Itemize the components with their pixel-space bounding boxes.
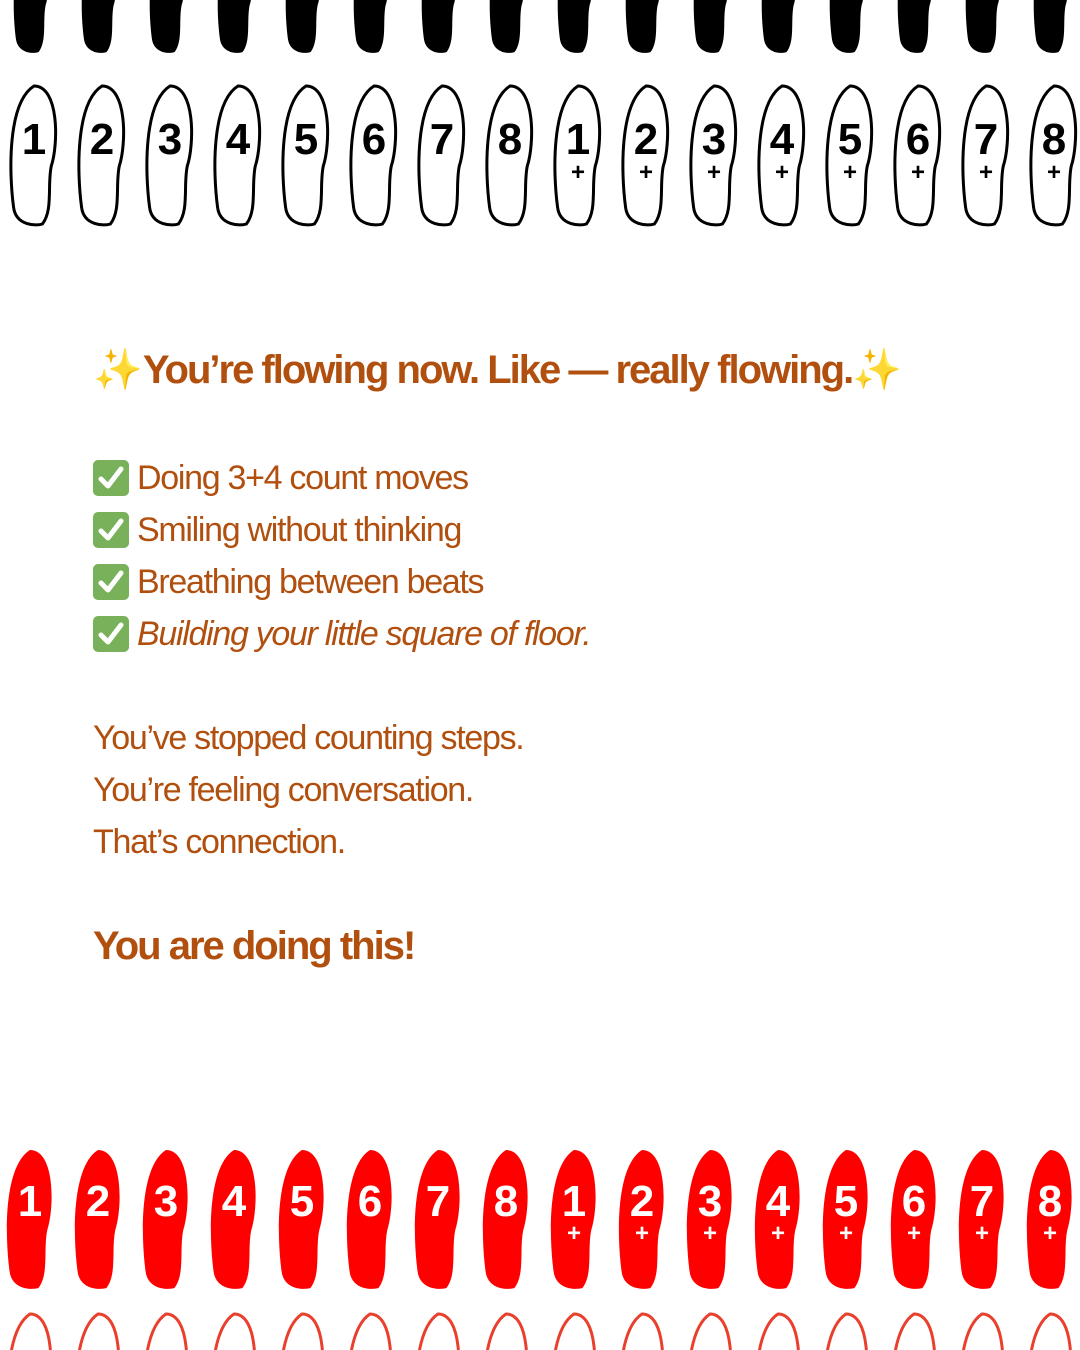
plus-marker: + xyxy=(706,159,722,186)
bottom-red-footprint-strip xyxy=(0,1146,1080,1294)
step-count-label: 6 xyxy=(357,1177,383,1226)
footprint-step xyxy=(347,1150,392,1289)
footprint-step xyxy=(143,1150,188,1289)
footprint-icon xyxy=(218,0,253,53)
footprint-icon xyxy=(552,1314,595,1350)
footprint-icon xyxy=(966,0,1001,53)
list-item xyxy=(93,608,590,660)
step-count-label: 8 xyxy=(1041,115,1067,164)
footprint-step xyxy=(351,86,396,225)
headline-text: You’re flowing now. Like — really flowing. xyxy=(142,348,853,392)
footprint-step xyxy=(755,1150,800,1289)
step-count-label: 5 xyxy=(293,115,319,164)
step-count-label: 3 xyxy=(697,1177,723,1226)
footprint-step xyxy=(147,86,192,225)
step-count-label: 7 xyxy=(969,1177,995,1226)
checklist xyxy=(93,452,590,660)
footprint-icon xyxy=(830,0,865,53)
paragraph-line: That’s connection. xyxy=(93,823,345,861)
plus-marker: + xyxy=(570,159,586,186)
check-mark-icon xyxy=(93,564,129,600)
footprint-step xyxy=(283,86,328,225)
footprint-icon xyxy=(558,0,593,53)
plus-marker: + xyxy=(1046,159,1062,186)
step-count-label: 6 xyxy=(361,115,387,164)
footprint-icon xyxy=(762,0,797,53)
footprint-step xyxy=(11,86,56,225)
step-count-label: 8 xyxy=(1037,1177,1063,1226)
footprint-step xyxy=(415,1150,460,1289)
step-count-label: 3 xyxy=(153,1177,179,1226)
footprint-icon xyxy=(620,1314,663,1350)
footprint-icon xyxy=(280,1314,323,1350)
footprint-icon xyxy=(898,0,933,53)
message-card xyxy=(93,340,1053,968)
step-count-label: 6 xyxy=(905,115,931,164)
plus-marker: + xyxy=(974,1220,990,1247)
plus-marker: + xyxy=(906,1220,922,1247)
plus-marker: + xyxy=(978,159,994,186)
footprint-step xyxy=(759,86,804,225)
footprint-step xyxy=(555,86,600,225)
step-count-label: 5 xyxy=(833,1177,859,1226)
footprint-step xyxy=(619,1150,664,1289)
check-mark-icon xyxy=(93,512,129,548)
plus-marker: + xyxy=(634,1220,650,1247)
step-count-label: 7 xyxy=(429,115,455,164)
list-item-text: Building your little square of floor. xyxy=(137,615,591,653)
step-count-label: 1 xyxy=(21,115,47,164)
plus-marker: + xyxy=(770,1220,786,1247)
footprint-icon xyxy=(1028,1314,1071,1350)
sparkles-icon: ✨ xyxy=(93,348,143,392)
step-count-label: 4 xyxy=(225,115,251,164)
step-count-label: 6 xyxy=(901,1177,927,1226)
plus-marker: + xyxy=(1042,1220,1058,1247)
footprint-step xyxy=(827,86,872,225)
plus-marker: + xyxy=(566,1220,582,1247)
footprint-step xyxy=(483,1150,528,1289)
step-count-label: 4 xyxy=(765,1177,791,1226)
footprint-step xyxy=(551,1150,596,1289)
plus-marker: + xyxy=(638,159,654,186)
step-count-label: 1 xyxy=(565,115,591,164)
step-count-label: 5 xyxy=(289,1177,315,1226)
step-count-label: 2 xyxy=(89,115,115,164)
footprint-icon xyxy=(144,1314,187,1350)
footprint-icon xyxy=(484,1314,527,1350)
step-count-label: 4 xyxy=(769,115,795,164)
plus-marker: + xyxy=(838,1220,854,1247)
list-item xyxy=(93,556,590,608)
footprint-icon xyxy=(626,0,661,53)
plus-marker: + xyxy=(774,159,790,186)
footprint-icon xyxy=(76,1314,119,1350)
footprint-step xyxy=(623,86,668,225)
footprint-icon xyxy=(8,1314,51,1350)
footprint-step xyxy=(279,1150,324,1289)
footprint-icon xyxy=(286,0,321,53)
footprint-step xyxy=(79,86,124,225)
step-count-label: 1 xyxy=(17,1177,43,1226)
closing-line: You are doing this! xyxy=(93,924,415,968)
check-mark-icon xyxy=(93,616,129,652)
step-count-label: 1 xyxy=(561,1177,587,1226)
list-item-text: Breathing between beats xyxy=(137,563,484,601)
footprint-step xyxy=(419,86,464,225)
plus-marker: + xyxy=(910,159,926,186)
footprint-icon xyxy=(490,0,525,53)
step-count-label: 2 xyxy=(85,1177,111,1226)
footprint-step xyxy=(75,1150,120,1289)
footprint-icon xyxy=(422,0,457,53)
sparkles-icon: ✨ xyxy=(852,348,903,392)
reflection-paragraph xyxy=(93,712,523,868)
footprint-step xyxy=(211,1150,256,1289)
footprint-icon xyxy=(150,0,185,53)
footprint-step xyxy=(963,86,1008,225)
step-count-label: 7 xyxy=(425,1177,451,1226)
paragraph-line: You’re feeling conversation. xyxy=(93,771,474,809)
footprint-icon xyxy=(14,0,49,53)
step-count-label: 4 xyxy=(221,1177,247,1226)
footprint-step xyxy=(687,1150,732,1289)
footprint-icon xyxy=(756,1314,799,1350)
footprint-icon xyxy=(212,1314,255,1350)
footprint-step xyxy=(691,86,736,225)
step-count-label: 2 xyxy=(629,1177,655,1226)
footprint-step xyxy=(7,1150,52,1289)
footprint-icon xyxy=(892,1314,935,1350)
footprint-step xyxy=(487,86,532,225)
footprint-step xyxy=(215,86,260,225)
footprint-step xyxy=(1031,86,1076,225)
step-count-label: 8 xyxy=(493,1177,519,1226)
footprint-icon xyxy=(348,1314,391,1350)
check-mark-icon xyxy=(93,460,129,496)
footprint-step xyxy=(1027,1150,1072,1289)
bottom-outline-footprint-strip xyxy=(0,1306,1080,1350)
list-item-text: Doing 3+4 count moves xyxy=(137,459,468,497)
list-item xyxy=(93,504,590,556)
footprint-step xyxy=(895,86,940,225)
footprint-icon xyxy=(688,1314,731,1350)
step-count-label: 3 xyxy=(701,115,727,164)
list-item xyxy=(93,452,590,504)
step-count-label: 2 xyxy=(633,115,659,164)
list-item-text: Smiling without thinking xyxy=(137,511,462,549)
plus-marker: + xyxy=(702,1220,718,1247)
footprint-step xyxy=(891,1150,936,1289)
step-count-label: 3 xyxy=(157,115,183,164)
headline xyxy=(93,340,1053,400)
step-count-label: 8 xyxy=(497,115,523,164)
plus-marker: + xyxy=(842,159,858,186)
paragraph-line: You’ve stopped counting steps. xyxy=(93,719,524,757)
footprint-icon xyxy=(1034,0,1069,53)
footprint-step xyxy=(823,1150,868,1289)
footprint-icon xyxy=(82,0,117,53)
footprint-icon xyxy=(416,1314,459,1350)
step-count-label: 5 xyxy=(837,115,863,164)
footprint-step xyxy=(959,1150,1004,1289)
top-outline-footprint-strip xyxy=(0,82,1080,232)
footprint-icon xyxy=(960,1314,1003,1350)
footprint-icon xyxy=(824,1314,867,1350)
footprint-icon xyxy=(694,0,729,53)
step-count-label: 7 xyxy=(973,115,999,164)
footprint-icon xyxy=(354,0,389,53)
top-black-footprint-strip xyxy=(0,0,1080,56)
